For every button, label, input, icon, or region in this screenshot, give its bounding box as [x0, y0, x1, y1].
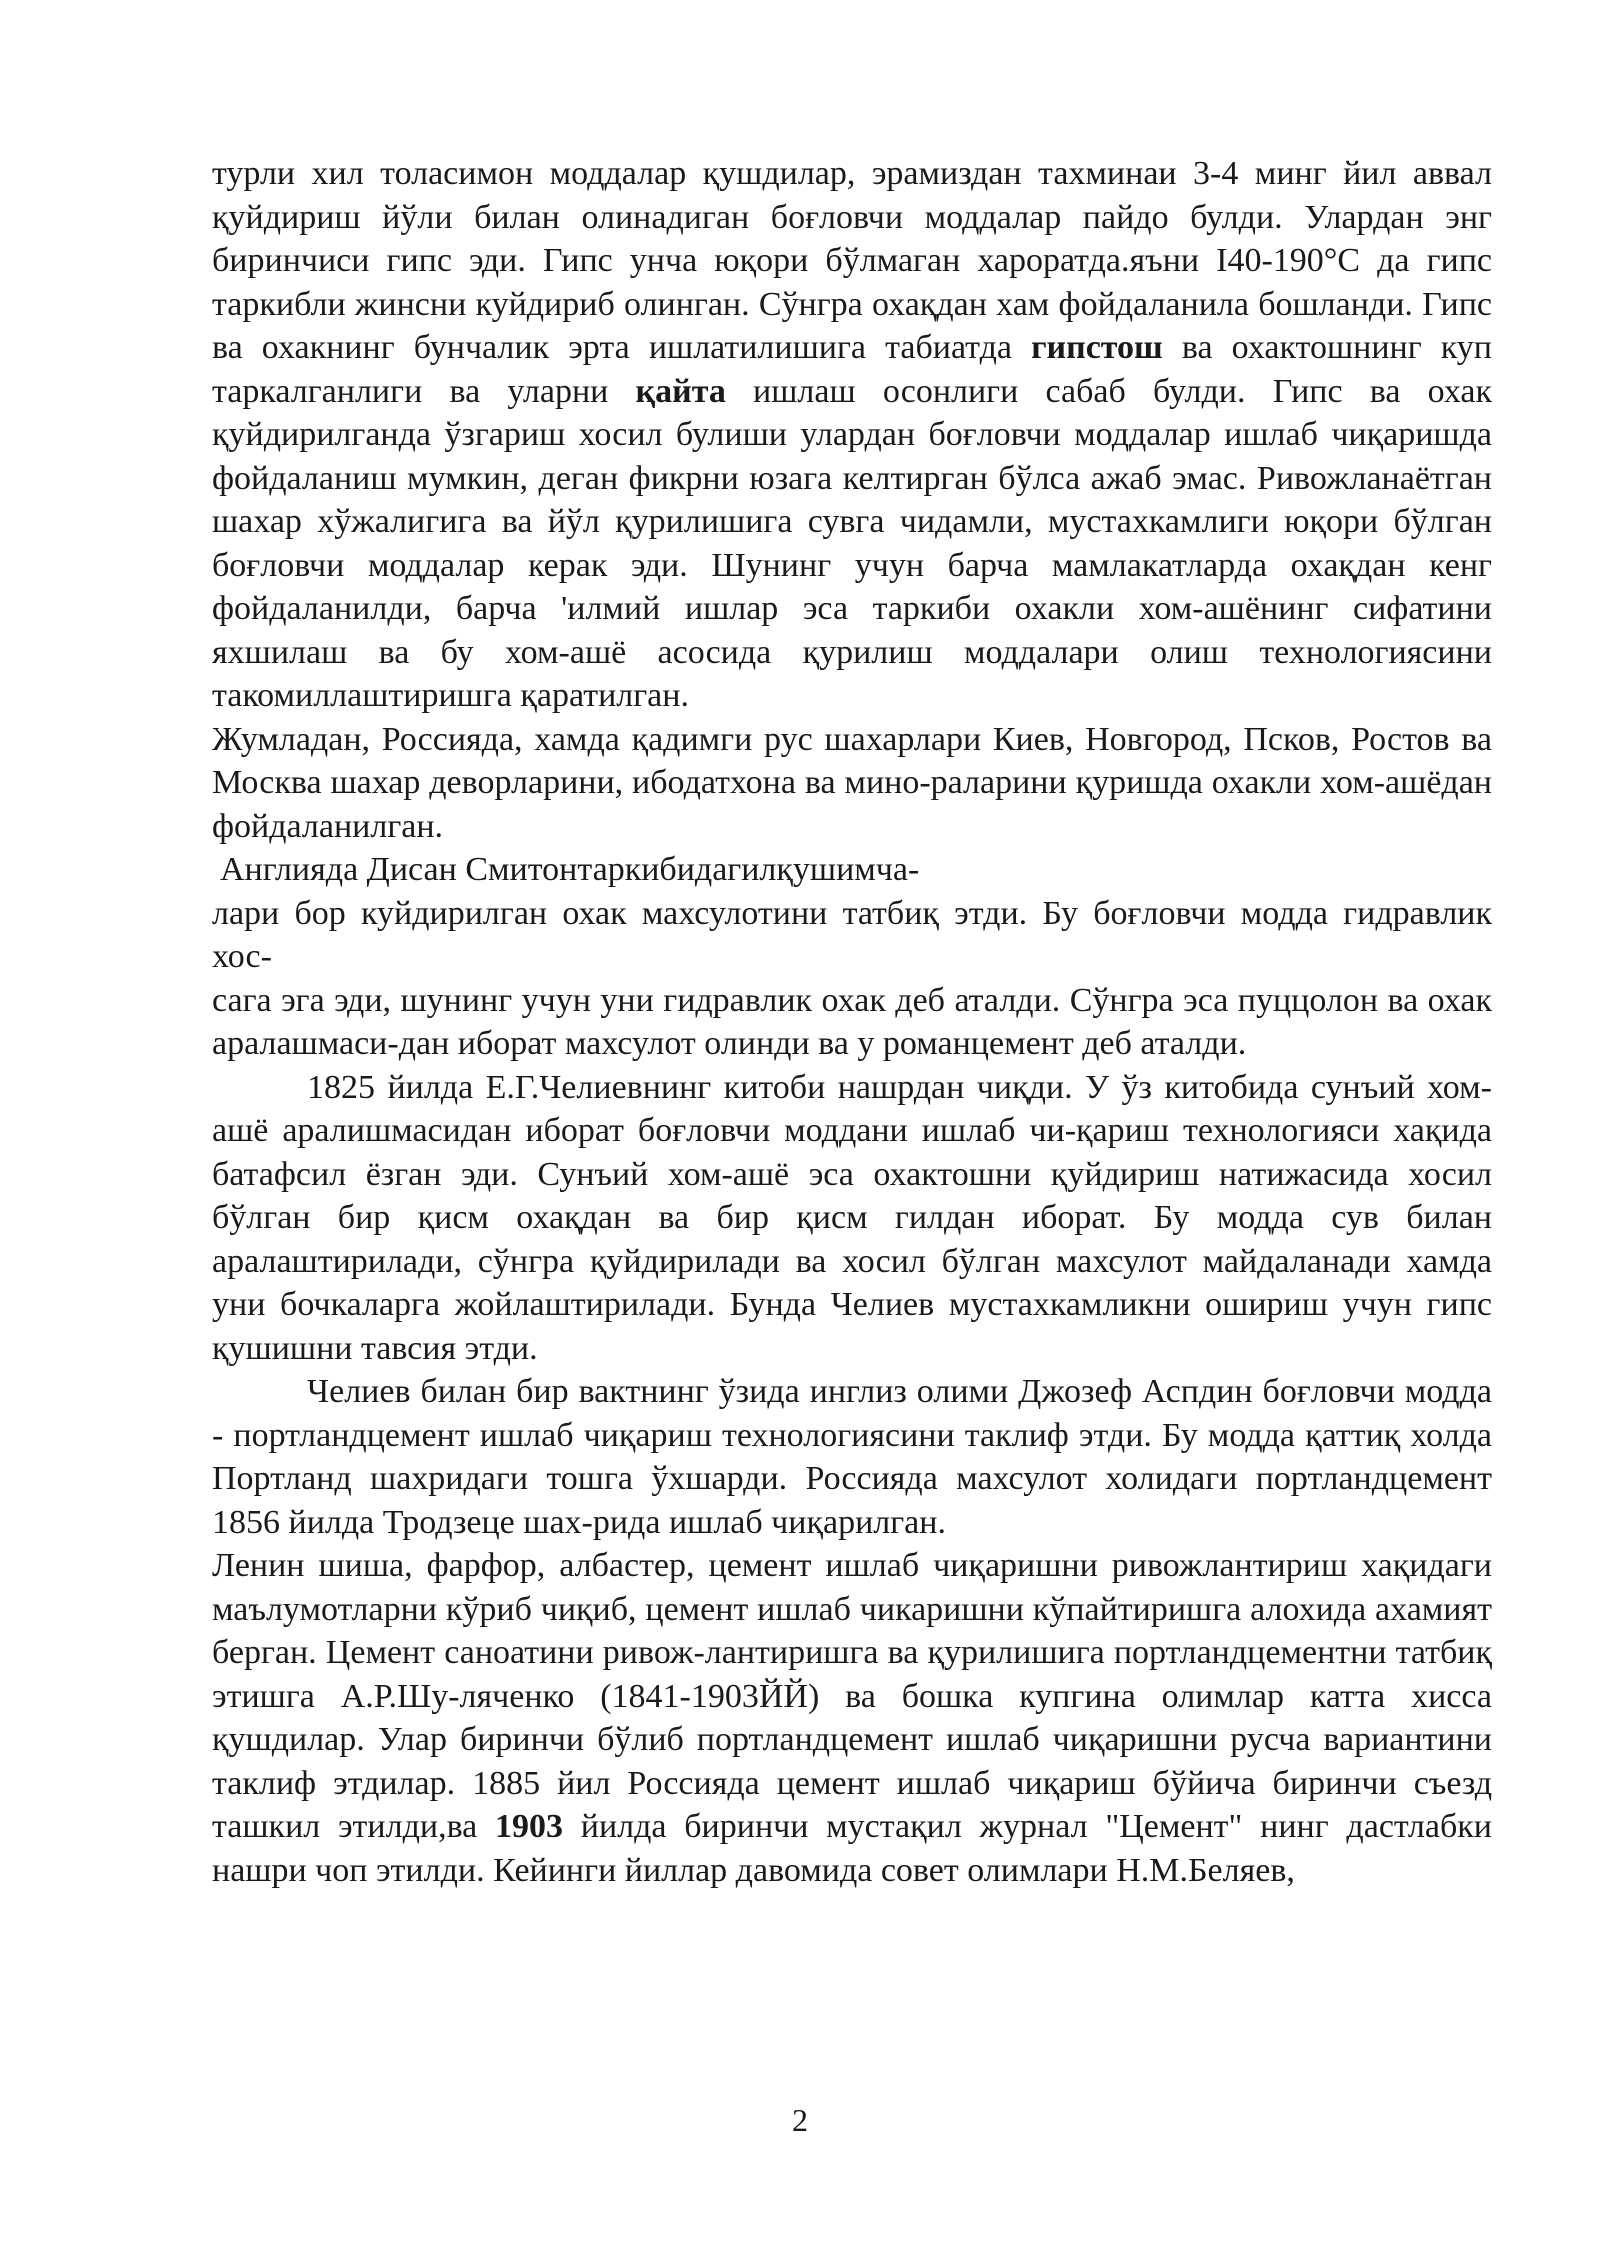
text-run: йилда биринчи мустақил журнал "Цемент" нинг дастлабки нашри чоп этилди. Кейинги йиллар давомида совет олимлари Н.М.Беляев,: [212, 1808, 1492, 1889]
paragraph-1: [212, 152, 1492, 718]
paragraph-7: Челиев билан бир вактнинг ўзида инглиз олими Джозеф Аспдин боғловчи модда - портландцемент ишлаб чиқариш технологиясини таклиф этди. Бу модда қаттиқ холда Портланд шахридаги тошга ўхшарди. Россияда махсулот холидаги портландцемент 1856 йилда Тродзеце шах-рида ишлаб чиқарилган.: [212, 1373, 1492, 1541]
text-run: турли хил толасимон моддалар қушдилар, эрамиздан тахминаи 3-4 минг йил аввал қуйдириш йўли билан олинадиган боғловчи моддалар пайдо булди. Улардан энг биринчиси гипс эди. Гипс унча юқори бўлмаган хароратда.яъни I40-190°С да гипс таркибли жинсни куйдириб олинган. Сўнгра охақдан хам фойдаланила бошланди. Гипс ва охакнинг бунчалик эрта ишлатилишига табиатда: [212, 155, 1492, 366]
paragraph-3: Англияда Дисан Смитонтаркибидагилқушимча-: [220, 851, 920, 888]
text-run: Ленин шиша, фарфор, албастер, цемент ишлаб чиқаришни ривожлантириш хақидаги маълумотларни кўриб чиқиб, цемент ишлаб чикаришни кўпайтиришга алохида ахамият берган. Цемент саноатини ривож-лантиришга ва қурилишига портландцементни татбиқ этишга А.Р.Шу-ляченко (1841-1903ЙЙ) ва бошка купгина олимлар катта хисса қушдилар. Улар биринчи бўлиб портландцемент ишлаб чиқаришни русча вариантини таклиф этдилар. 1885 йил Россияда цемент ишлаб чиқариш бўйича биринчи съезд ташкил этилди,ва: [212, 1547, 1492, 1845]
text-run: ва охактошнинг куп таркалганлиги ва уларни: [212, 329, 1492, 410]
paragraph-4: лари бор куйдирилган охак махсулотини татбиқ этди. Бу боғловчи модда гидравлик хос-: [212, 894, 1492, 975]
document-page: [212, 152, 1492, 1892]
paragraph-2: Жумладан, Россияда, хамда қадимги рус шахарлари Киев, Новгород, Псков, Ростов ва Москва шахар деворларини, ибодатхона ва мино-раларини қуришда охакли хом-ашёдан фойдаланилган.: [212, 720, 1492, 845]
paragraph-5: сага эга эди, шунинг учун уни гидравлик охак деб аталди. Сўнгра эса пуццолон ва охак аралашмаси-дан иборат махсулот олинди ва у романцемент деб аталди.: [212, 981, 1492, 1062]
bold-term-again: қайта: [635, 372, 726, 410]
paragraph-8: [212, 1544, 1492, 1892]
bold-term-gypsum-stone: гипстош: [1031, 329, 1163, 366]
bold-year: 1903: [495, 1808, 564, 1845]
page-number: 2: [792, 2102, 808, 2138]
text-run: ишлаш осонлиги сабаб булди. Гипс ва охак қуйдирилганда ўзгариш хосил булиши улардан боғловчи моддалар ишлаб чиқаришда фойдаланиш мумкин, деган фикрни юзага келтирган бўлса ажаб эмас. Ривожланаётган шахар хўжалигига ва йўл қурилишига сувга чидамли, мустахкамлиги юқори бўлган боғловчи моддалар керак эди. Шунинг учун барча мамлакатларда охақдан кенг фойдаланилди, барча 'илмий ишлар эса таркиби охакли хом-ашёнинг сифатини яхшилаш ва бу хом-ашё асосида қурилиш моддалари олиш технологиясини такомиллаштиришга қаратилган.: [212, 372, 1492, 714]
paragraph-6: 1825 йилда Е.Г.Челиевнинг китоби нашрдан чиқди. У ўз китобида сунъий хом-ашё аралишмасидан иборат боғловчи моддани ишлаб чи-қариш технологияси хақида батафсил ёзган эди. Сунъий хом-ашё эса охактошни қуйдириш натижасида хосил бўлган бир қисм охақдан ва бир қисм гилдан иборат. Бу модда сув билан аралаштирилади, сўнгра қуйдирилади ва хосил бўлган махсулот майдаланади хамда уни бочкаларга жойлаштирилади. Бунда Челиев мустахкамликни ошириш учун гипс қушишни тавсия этди.: [212, 1068, 1492, 1367]
